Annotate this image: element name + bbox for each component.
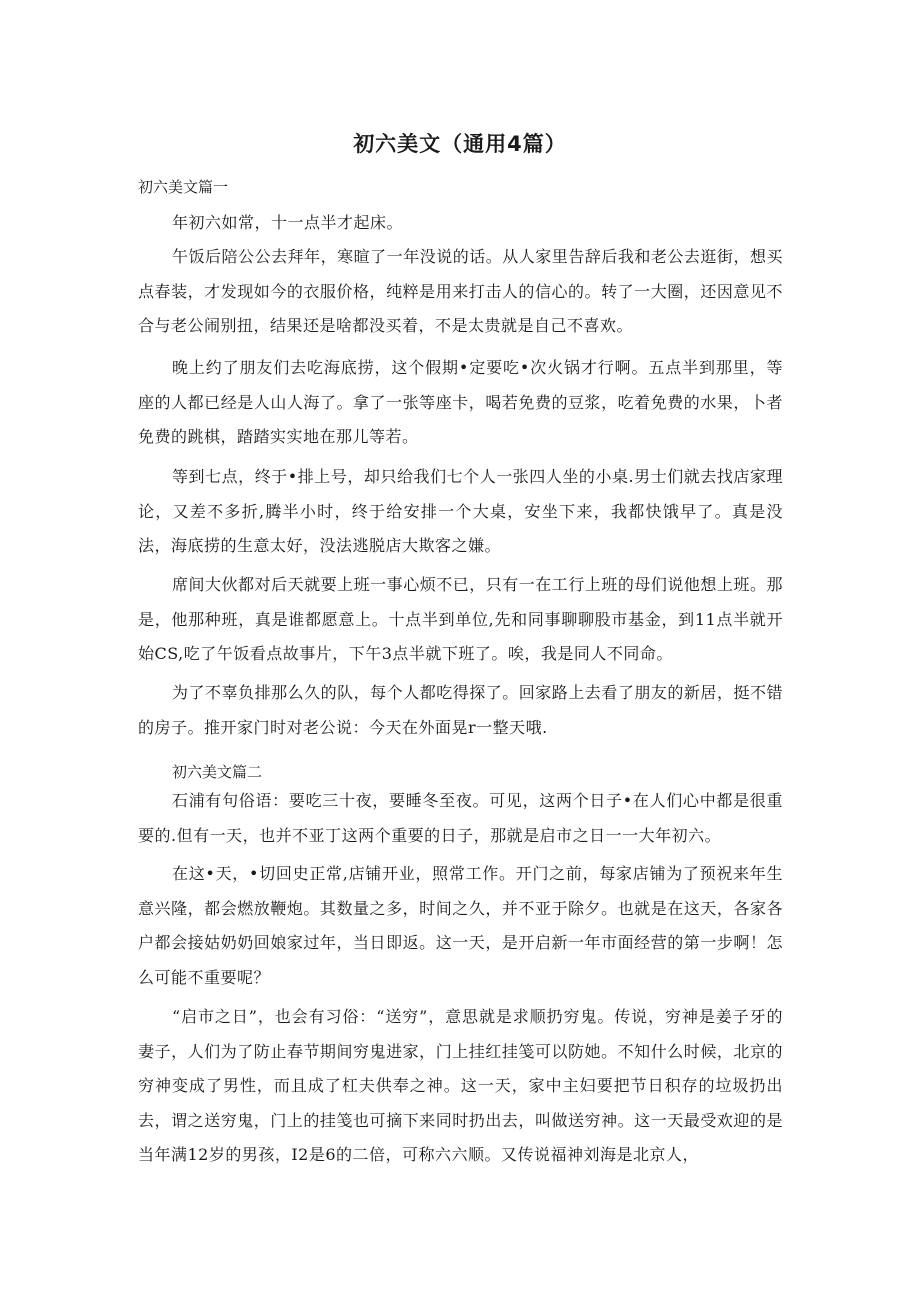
section-heading-1: 初六美文篇一 xyxy=(138,178,229,196)
paragraph-2-3: “启市之日”，也会有习俗：“送穷”，意思就是求顺扔穷鬼。传说，穷神是姜子牙的妻子，人们为了防止春节期间穷鬼进家，门上挂红挂笺可以防她。不知什么时候，北京的穷神变成了男性，而且成了杠夫供奉之神。这一天，家中主妇要把节日积存的垃圾扔出去，谓之送穷鬼，门上的挂笺也可摘下来同时扔出去，叫做送穷神。这一天最受欢迎的是当年满12岁的男孩，I2是6的二倍，可称六六顺。又传说福神刘海是北京人， xyxy=(138,1007,783,1164)
paragraph-1-4: 等到七点，终于•排上号，却只给我们七个人一张四人坐的小桌.男士们就去找店家理论，又差不多折,腾半小时，终于给安排一个大桌，安坐下来，我都快饿早了。真是没法，海底捞的生意太好，没法逃脱店大欺客之嫌。 xyxy=(138,467,783,555)
document-title: 初六美文（通用4篇） xyxy=(353,132,567,156)
section-heading-2: 初六美文篇二 xyxy=(172,763,263,781)
paragraph-1-5: 席间大伙都对后天就要上班一事心烦不已，只有一在工行上班的母们说他想上班。那是，他那种班，真是谁都愿意上。十点半到单位,先和同事聊聊股市基金，到11点半就开始CS,吃了午饭看点故事片，下午3点半就下班了。唉，我是同人不同命。 xyxy=(138,575,783,663)
paragraph-1-1: 年初六如常，十一点半才起床。 xyxy=(172,213,404,232)
paragraph-2-2: 在这•天，•切回史正常,店铺开业，照常工作。开门之前，每家店铺为了预祝来年生意兴隆，都会燃放鞭炮。其数量之多，时间之久，并不亚于除夕。也就是在这天，各家各户都会接姑奶奶回娘家过年，当日即返。这一天，是开启新一年市面经营的第一步啊！怎么可能不重要呢？ xyxy=(138,864,783,987)
paragraph-1-6: 为了不辜负排那么久的队，每个人都吃得探了。回家路上去看了朋友的新居，挺不错的房子。推开家门时对老公说：今天在外面晃r一整天哦. xyxy=(138,683,783,737)
paragraph-2-1: 石浦有句俗语：要吃三十夜，要睡冬至夜。可见，这两个日子•在人们心中都是很重要的.但有一天，也并不亚丁这两个重要的日子，那就是启市之日一一大年初六。 xyxy=(138,791,783,845)
paragraph-1-2: 午饭后陪公公去拜年，寒暄了一年没说的话。从人家里告辞后我和老公去逛街，想买点春装，才发现如今的衣服价格，纯粹是用来打击人的信心的。转了一大圈，还因意见不合与老公闹别扭，结果还是啥都没买着，不是太贵就是自己不喜欢。 xyxy=(138,247,783,335)
paragraph-1-3: 晚上约了朋友们去吃海底捞，这个假期•定要吃•次火锅才行啊。五点半到那里，等座的人都已经是人山人海了。拿了一张等座卡，喝若免费的豆浆，吃着免费的水果，卜者免费的跳棋，踏踏实实地在那儿等若。 xyxy=(138,358,783,446)
